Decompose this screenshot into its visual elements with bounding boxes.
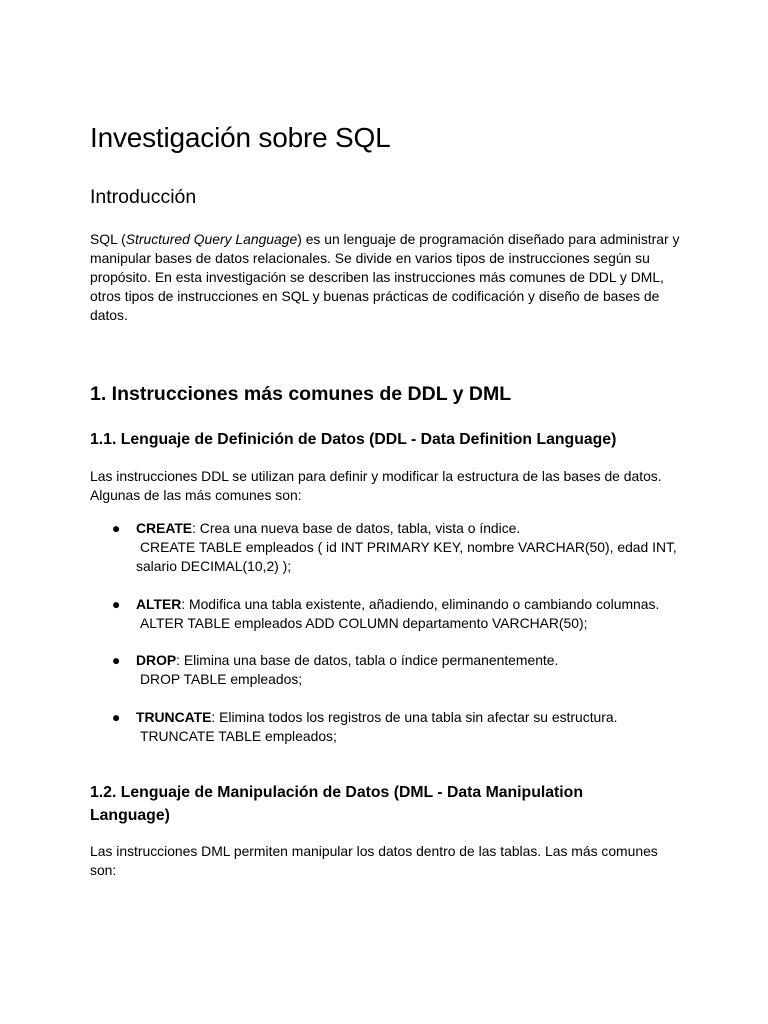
dml-intro-line-2: son: xyxy=(90,862,117,878)
dml-heading xyxy=(90,781,690,827)
dml-intro xyxy=(90,842,690,880)
command-name: TRUNCATE xyxy=(136,709,212,725)
bullet-icon: ● xyxy=(112,520,121,536)
intro-italic-term: Structured Query Language xyxy=(125,231,298,247)
intro-line-3: propósito. En esta investigación se describen las instrucciones más comunes de DDL y DML, xyxy=(90,269,664,285)
section-1-heading: 1. Instrucciones más comunes de DDL y DML xyxy=(90,383,512,405)
command-description: : Modifica una tabla existente, añadiendo, eliminando o cambiando columnas. xyxy=(181,596,660,612)
intro-line-2: manipular bases de datos relacionales. Se divide en varios tipos de instrucciones según su xyxy=(90,250,650,266)
command-description: : Elimina todos los registros de una tabla sin afectar su estructura. xyxy=(211,709,618,725)
ddl-intro-line-2: Algunas de las más comunes son: xyxy=(90,487,302,503)
ddl-intro xyxy=(90,467,690,505)
intro-line-1-rest: ) es un lenguaje de programación diseñado para administrar y xyxy=(297,231,680,247)
intro-line-4: otros tipos de instrucciones en SQL y buenas prácticas de codificación y diseño de bases de xyxy=(90,288,660,304)
ddl-heading: 1.1. Lenguaje de Definición de Datos (DDL - Data Definition Language) xyxy=(90,431,617,448)
command-description: : Elimina una base de datos, tabla o índice permanentemente. xyxy=(176,652,559,668)
command-name: ALTER xyxy=(136,596,182,612)
command-example: ALTER TABLE empleados ADD COLUMN departamento VARCHAR(50); xyxy=(140,615,588,631)
intro-line-5: datos. xyxy=(90,307,128,323)
intro-heading: Introducción xyxy=(90,186,197,208)
intro-paragraph xyxy=(90,230,690,325)
intro-line-1 xyxy=(90,230,690,249)
bullet-icon: ● xyxy=(112,709,121,725)
ddl-intro-line-1: Las instrucciones DDL se utilizan para definir y modificar la estructura de las bases de datos. xyxy=(90,468,662,484)
command-example: DROP TABLE empleados; xyxy=(140,671,303,687)
command-example-continued: salario DECIMAL(10,2) ); xyxy=(136,558,292,574)
dml-heading-line-2: Language) xyxy=(90,807,170,824)
command-name: DROP xyxy=(136,652,177,668)
bullet-icon: ● xyxy=(112,652,121,668)
command-name: CREATE xyxy=(136,520,193,536)
document-title: Investigación sobre SQL xyxy=(90,122,391,153)
command-example: CREATE TABLE empleados ( id INT PRIMARY KEY, nombre VARCHAR(50), edad INT, xyxy=(140,539,677,555)
dml-intro-line-1: Las instrucciones DML permiten manipular los datos dentro de las tablas. Las más comunes xyxy=(90,843,658,859)
dml-heading-line-1: 1.2. Lenguaje de Manipulación de Datos (DML - Data Manipulation xyxy=(90,784,583,801)
intro-sql-prefix: SQL ( xyxy=(90,231,126,247)
bullet-icon: ● xyxy=(112,596,121,612)
command-example: TRUNCATE TABLE empleados; xyxy=(140,728,337,744)
command-description: : Crea una nueva base de datos, tabla, vista o índice. xyxy=(192,520,521,536)
